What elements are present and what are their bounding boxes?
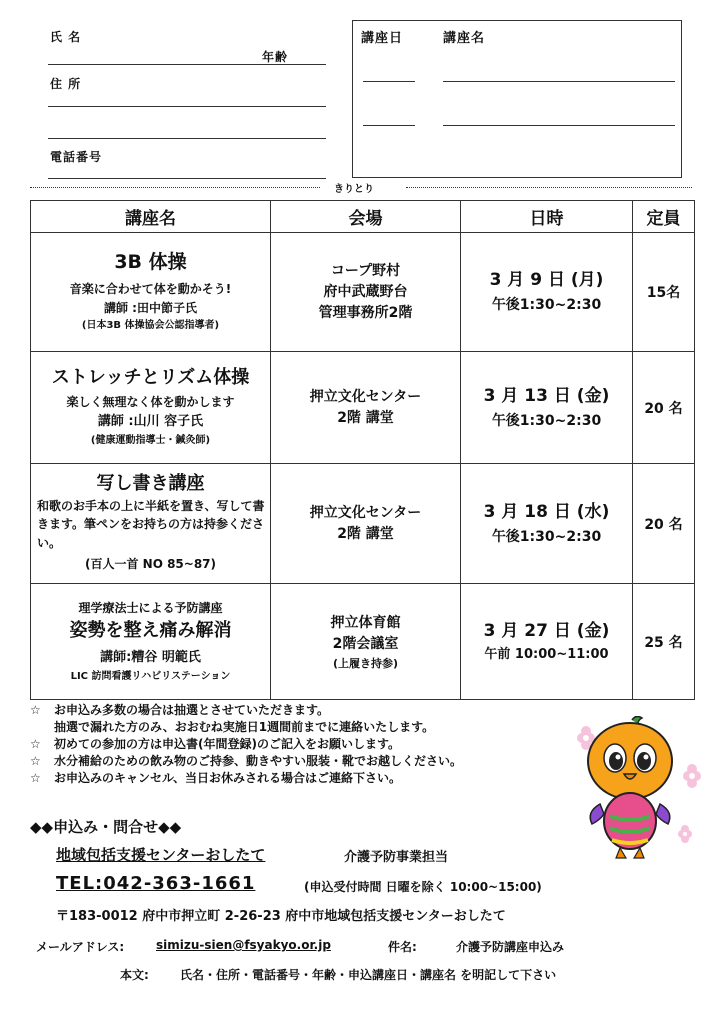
table-header-row <box>31 201 695 233</box>
venue-cell <box>271 352 461 464</box>
course-selection-box <box>352 20 682 178</box>
contact-org: 地域包括支援センターおしたて <box>56 846 266 864</box>
email-label: メールアドレス: <box>36 940 125 954</box>
subject-label: 件名: <box>388 940 417 954</box>
venue-line: 2階会議室 <box>332 635 399 652</box>
note-text: お申込み多数の場合は抽選とさせていただきます。 <box>54 703 330 717</box>
date-field-2[interactable] <box>363 125 415 126</box>
header-datetime: 日時 <box>461 201 633 233</box>
address-field-line-2[interactable] <box>48 138 326 139</box>
course-note: (健康運動指導士・鍼灸師) <box>90 434 211 446</box>
note-text: 抽選で漏れた方のみ、おおむね実施日1週間前までに連絡いたします。 <box>54 720 435 734</box>
capacity-cell: 20 名 <box>633 464 695 584</box>
body-text: 氏名・住所・電話番号・年齢・申込講座日・講座名 を明記して下さい <box>180 968 557 982</box>
cut-label: きりとり <box>334 184 374 195</box>
course-time: 午前 10:00~11:00 <box>484 646 609 662</box>
course-col-label: 講座名 <box>443 31 486 46</box>
notes-list <box>30 702 590 787</box>
venue-cell <box>271 233 461 352</box>
course-field-1[interactable] <box>443 81 675 82</box>
note-text: 初めての参加の方は申込書(年間登録)のご記入をお願いします。 <box>54 737 401 751</box>
course-table <box>30 200 695 700</box>
course-cell <box>31 352 271 464</box>
course-time: 午後1:30~2:30 <box>491 412 602 429</box>
course-desc: 音楽に合わせて体を動かそう! <box>69 281 232 296</box>
course-name: 3B 体操 <box>114 250 187 273</box>
capacity-cell: 25 名 <box>633 584 695 700</box>
address-label: 住 所 <box>50 77 82 91</box>
table-row <box>31 352 695 464</box>
datetime-cell <box>461 352 633 464</box>
venue-line: 押立体育館 <box>330 614 401 631</box>
table-row <box>31 584 695 700</box>
course-name: ストレッチとリズム体操 <box>51 367 250 389</box>
course-cell <box>31 464 271 584</box>
contact-heading: ◆◆申込み・問合せ◆◆ <box>30 818 182 836</box>
course-desc: 和歌のお手本の上に半紙を置き、写して書きます。筆ペンをお持ちの方は持参ください。 <box>37 498 265 550</box>
venue-line: 2階 講堂 <box>337 409 394 426</box>
phone-label: 電話番号 <box>50 150 103 164</box>
flower-icon <box>683 764 701 788</box>
phone-field[interactable] <box>48 178 326 179</box>
list-item <box>30 753 590 770</box>
course-date: 3 月 13 日 (金) <box>483 385 610 406</box>
course-note: (日本3B 体操協会公認指導者) <box>81 320 220 332</box>
course-lecturer: 講師 :田中節子氏 <box>104 300 197 315</box>
course-pretitle: 理学療法士による予防講座 <box>78 601 223 616</box>
course-note: (百人一首 NO 85~87) <box>84 556 217 571</box>
note-text: お申込みのキャンセル、当日お休みされる場合はご連絡下さい。 <box>54 771 402 785</box>
venue-line: 府中武蔵野台 <box>323 283 408 300</box>
venue-line: 押立文化センター <box>309 388 422 405</box>
contact-hours: (申込受付時間 日曜を除く 10:00~15:00) <box>304 880 542 894</box>
datetime-cell <box>461 464 633 584</box>
course-field-2[interactable] <box>443 125 675 126</box>
name-label: 氏 名 <box>50 30 82 44</box>
venue-note: (上履き持参) <box>332 656 399 670</box>
note-indent <box>30 719 54 736</box>
course-name: 姿勢を整え痛み解消 <box>69 620 232 642</box>
date-col-label: 講座日 <box>361 31 404 46</box>
date-field-1[interactable] <box>363 81 415 82</box>
course-date: 3 月 27 日 (金) <box>483 620 610 641</box>
header-course: 講座名 <box>31 201 271 233</box>
cut-line-right <box>406 187 692 188</box>
course-date: 3 月 9 日 (月) <box>489 270 604 291</box>
course-cell <box>31 584 271 700</box>
table-row <box>31 233 695 352</box>
course-date: 3 月 18 日 (水) <box>483 501 610 522</box>
course-cell <box>31 233 271 352</box>
mascot-bird-icon <box>570 716 710 866</box>
course-lecturer: 講師 :山川 容子氏 <box>97 413 204 429</box>
course-lecturer: 講師:糟谷 明範氏 <box>100 649 201 665</box>
venue-cell <box>271 464 461 584</box>
venue-line: 2階 講堂 <box>337 525 394 542</box>
body-label: 本文: <box>120 968 149 982</box>
contact-tel[interactable]: TEL:042-363-1661 <box>56 873 256 894</box>
flower-icon <box>678 825 692 843</box>
course-time: 午後1:30~2:30 <box>491 528 602 545</box>
list-item <box>30 702 590 719</box>
course-note: LIC 訪問看護リハビリステーション <box>70 670 231 682</box>
star-icon: ☆ <box>30 703 41 717</box>
venue-cell <box>271 584 461 700</box>
name-field[interactable] <box>48 64 326 65</box>
subject-text: 介護予防講座申込み <box>456 940 565 954</box>
header-capacity: 定員 <box>633 201 695 233</box>
venue-line: 管理事務所2階 <box>318 304 413 321</box>
capacity-cell: 20 名 <box>633 352 695 464</box>
venue-line: 押立文化センター <box>309 504 422 521</box>
email-link[interactable]: simizu-sien@fsyakyo.or.jp <box>156 938 331 952</box>
list-item <box>30 719 590 736</box>
star-icon: ☆ <box>30 737 41 751</box>
datetime-cell <box>461 233 633 352</box>
course-desc: 楽しく無理なく体を動かします <box>66 394 235 409</box>
datetime-cell <box>461 584 633 700</box>
star-icon: ☆ <box>30 754 41 768</box>
course-name: 写し書き講座 <box>96 473 205 495</box>
venue-line: コープ野村 <box>330 262 401 279</box>
cut-line-left <box>30 187 320 188</box>
note-text: 水分補給のための飲み物のご持参、動きやすい服装・靴でお越しください。 <box>54 754 463 768</box>
star-icon: ☆ <box>30 771 41 785</box>
contact-address: 〒183-0012 府中市押立町 2-26-23 府中市地域包括支援センターおしたて <box>56 909 506 924</box>
contact-dept: 介護予防事業担当 <box>344 850 449 865</box>
list-item <box>30 736 590 753</box>
list-item <box>30 770 590 787</box>
header-venue: 会場 <box>271 201 461 233</box>
capacity-cell: 15名 <box>633 233 695 352</box>
address-field-line-1[interactable] <box>48 106 326 107</box>
course-time: 午後1:30~2:30 <box>491 297 602 314</box>
table-row <box>31 464 695 584</box>
age-label: 年齢 <box>262 50 289 64</box>
